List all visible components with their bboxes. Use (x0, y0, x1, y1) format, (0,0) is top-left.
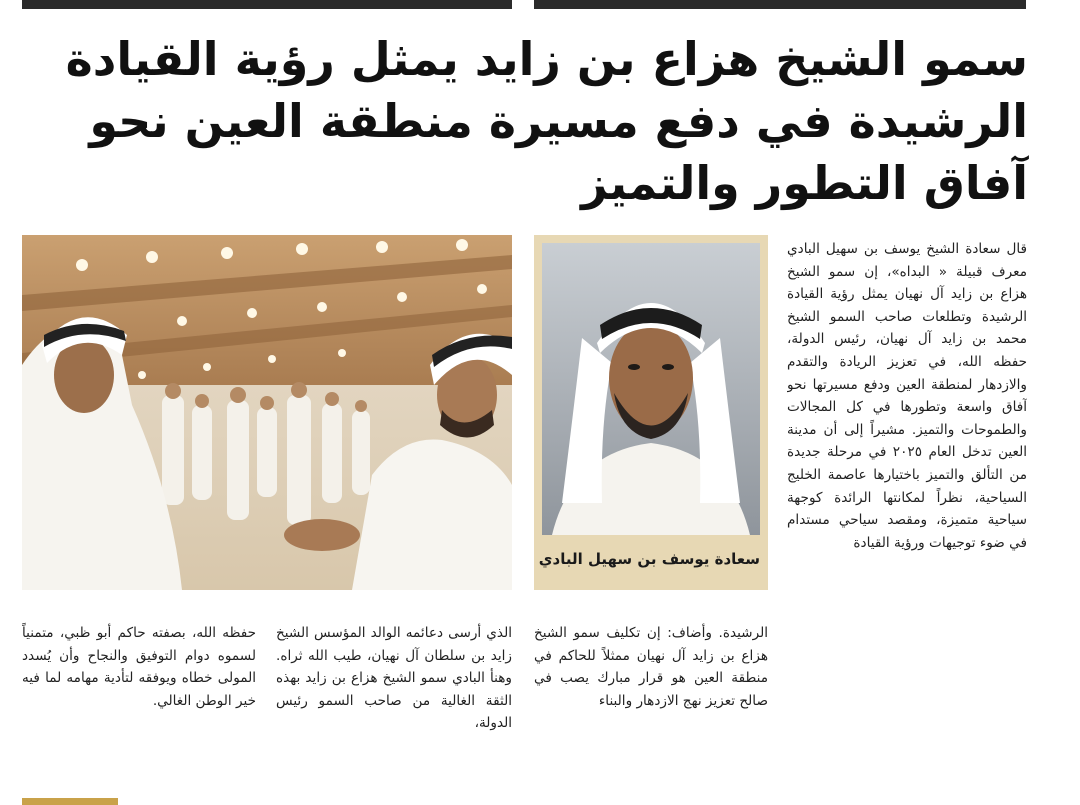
article-column-bottom-2 (276, 622, 512, 802)
headline-line-3: آفاق التطور والتميز (581, 156, 1028, 210)
headline-line-2: الرشيدة في دفع مسيرة منطقة العين نحو (89, 94, 1028, 148)
article-column-bottom-3 (22, 622, 256, 802)
section-marker (22, 798, 118, 805)
article-headline (20, 28, 1028, 214)
column-b2-text: الذي أرسى دعائمه الوالد المؤسس الشيخ زايد بن سلطان آل نهيان، طيب الله ثراه. وهنأ البادي سمو الشيخ هزاع بن زايد بهذه الثقة الغالية من صاحب السمو رئيس الدولة، (276, 625, 512, 732)
portrait-image (542, 243, 760, 535)
column-b1-text: الرشيدة. وأضاف: إن تكليف سمو الشيخ هزاع بن زايد آل نهيان ممثلاً للحاكم في منطقة العين هو قرار مبارك يصب في صالح تعزيز نهج الازدهار والبناء (534, 625, 768, 709)
top-photo-edge-left (22, 0, 512, 9)
article-column-right (787, 238, 1027, 798)
top-photo-edge-right (534, 0, 1026, 9)
column-b3-text: حفظه الله، بصفته حاكم أبو ظبي، متمنياً لسموه دوام التوفيق والنجاح وأن يُسدد المولى خطاه ويوفقه لتأدية مهامه لما فيه خير الوطن الغالي. (22, 625, 256, 709)
portrait-photo (534, 235, 768, 590)
portrait-caption: سعادة يوسف بن سهيل البادي (538, 550, 760, 568)
headline-line-1: سمو الشيخ هزاع بن زايد يمثل رؤية القيادة (65, 32, 1028, 86)
event-photo (22, 235, 512, 590)
column-right-text: قال سعادة الشيخ يوسف بن سهيل البادي معرف قبيلة « البداه»، إن سمو الشيخ هزاع بن زايد آل نهيان يمثل رؤية القيادة الرشيدة وتطلعات صاحب السمو الشيخ محمد بن زايد آل نهيان، رئيس الدولة، حفظه الله، في تعزيز الريادة والتقدم والازدهار لمنطقة العين ودفع مسيرتها نحو آفاق واسعة وتطورها في كل المجالات والطموحات والتميز. مشيراً إلى أن مدينة العين تدخل العام ٢٠٢٥ في مرحلة جديدة من التألق والتميز باختيارها عاصمة الخليج السياحية، نظراً لمكانتها الرائدة كوجهة سياحية متميزة، ومقصد سياحي مستدام في ضوء توجيهات ورؤية القيادة (787, 241, 1027, 551)
article-column-bottom-1 (534, 622, 768, 802)
